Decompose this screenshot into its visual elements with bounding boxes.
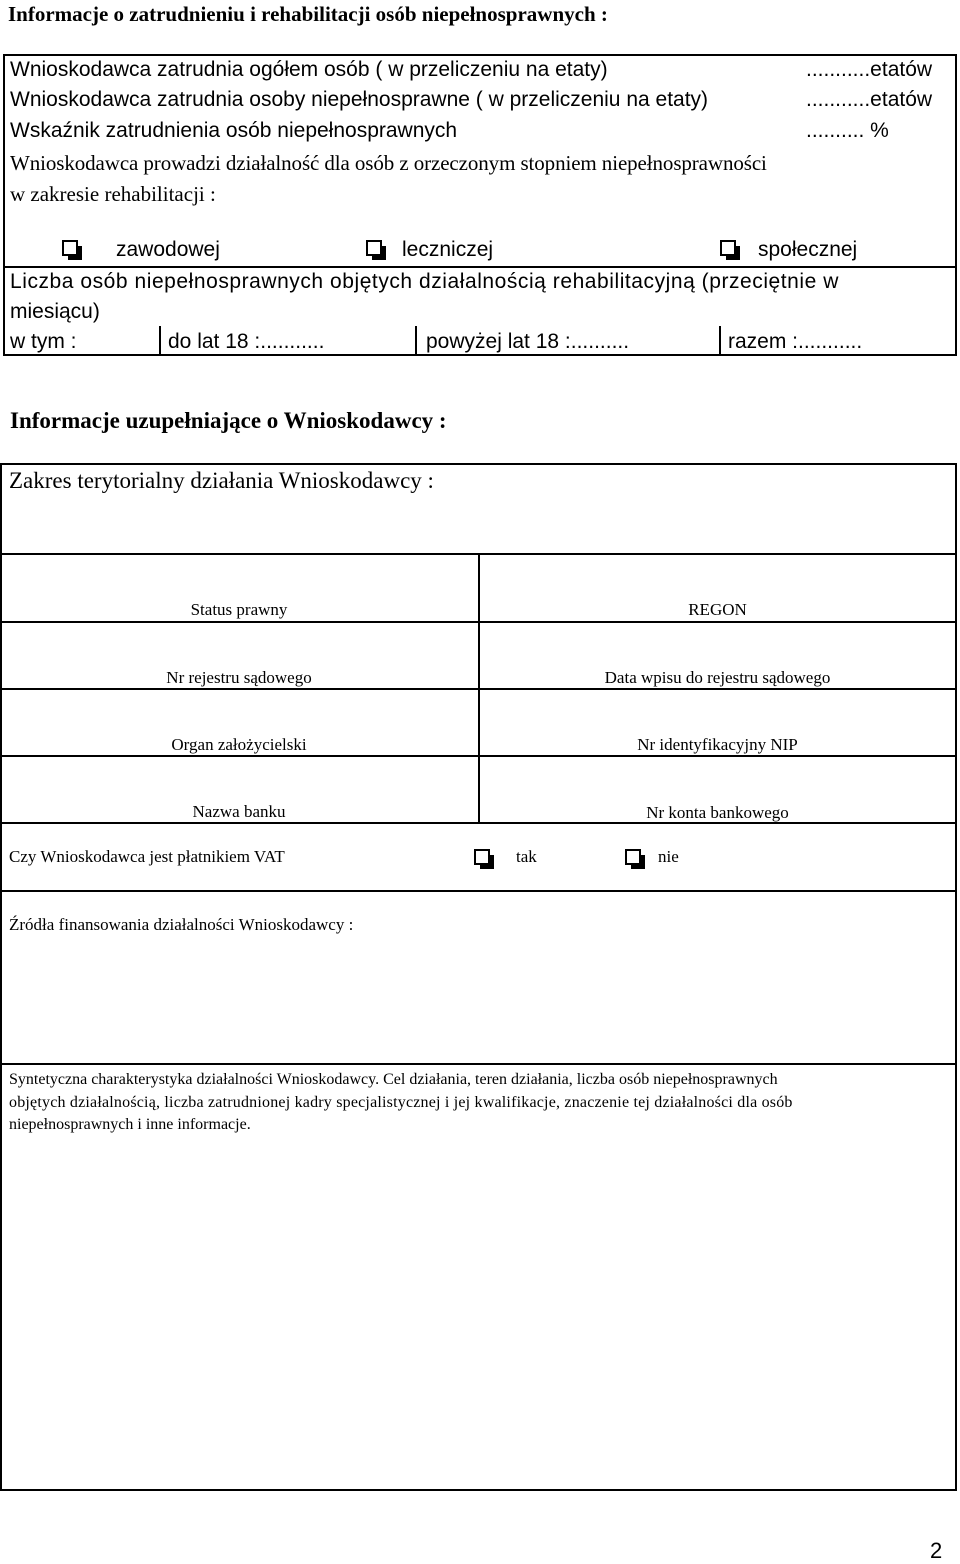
- checkbox-vat-yes[interactable]: [474, 849, 490, 865]
- rehabilitation-question-line1: Wnioskodawca prowadzi działalność dla osób z orzeczonym stopniem niepełnosprawności: [10, 151, 767, 175]
- territorial-scope-label: Zakres terytorialny działania Wnioskodawcy :: [9, 468, 434, 493]
- employment-rate-label: Wskaźnik zatrudnienia osób niepełnosprawnych: [10, 119, 458, 142]
- divider-line: [0, 1063, 957, 1065]
- option-leczniczej-label: leczniczej: [402, 238, 494, 261]
- checkbox-spolecznej[interactable]: [720, 240, 736, 256]
- grid-row-divider: [0, 688, 957, 690]
- founding-body-label: Organ założycielski: [171, 735, 307, 754]
- checkbox-leczniczej[interactable]: [366, 240, 382, 256]
- separator: [719, 326, 721, 354]
- legal-status-label: Status prawny: [190, 600, 288, 619]
- characteristics-line1: Syntetyczna charakterystyka działalności Wnioskodawcy. Cel działania, teren działania, liczba osób niepełnosprawnych: [9, 1071, 778, 1088]
- disabled-employment-label: Wnioskodawca zatrudnia osoby niepełnosprawne ( w przeliczeniu na etaty): [10, 88, 709, 111]
- section-title-supplementary: Informacje uzupełniające o Wnioskodawcy :: [10, 408, 447, 433]
- employment-rate-value[interactable]: .......... %: [806, 119, 889, 142]
- total-field[interactable]: razem :...........: [728, 330, 863, 353]
- count-label-line2: miesiącu): [10, 300, 100, 323]
- option-zawodowej-label: zawodowej: [116, 238, 220, 261]
- grid-row-divider: [0, 755, 957, 757]
- option-spolecznej-label: społecznej: [758, 238, 858, 261]
- grid-row-divider: [0, 621, 957, 623]
- vat-no-label: nie: [658, 847, 679, 866]
- divider-line: [0, 890, 957, 892]
- characteristics-line2: objętych działalnością, liczba zatrudnionej kadry specjalistycznej i jej kwalifikacje, znaczenie tej działalności dla osób: [9, 1094, 793, 1111]
- funding-sources-label: Źródła finansowania działalności Wnioskodawcy :: [9, 915, 354, 934]
- divider-line: [3, 266, 957, 268]
- characteristics-line3: niepełnosprawnych i inne informacje.: [9, 1116, 251, 1133]
- vat-yes-label: tak: [516, 847, 537, 866]
- rehabilitation-question-line2: w zakresie rehabilitacji :: [10, 182, 216, 206]
- w-tym-label: w tym :: [10, 330, 77, 353]
- register-entry-date-label: Data wpisu do rejestru sądowego: [604, 668, 831, 687]
- court-register-number-label: Nr rejestru sądowego: [166, 668, 312, 687]
- under-18-field[interactable]: do lat 18 :...........: [168, 330, 325, 353]
- page-number: 2: [930, 1538, 943, 1563]
- vat-question-label: Czy Wnioskodawca jest płatnikiem VAT: [9, 847, 285, 866]
- disabled-employment-value[interactable]: ...........etatów: [806, 88, 933, 111]
- checkbox-zawodowej[interactable]: [62, 240, 78, 256]
- bank-account-label: Nr konta bankowego: [646, 803, 789, 822]
- separator: [415, 326, 417, 354]
- over-18-field[interactable]: powyżej lat 18 :..........: [426, 330, 630, 353]
- separator: [159, 326, 161, 354]
- total-employment-label: Wnioskodawca zatrudnia ogółem osób ( w przeliczeniu na etaty): [10, 58, 608, 81]
- total-employment-value[interactable]: ...........etatów: [806, 58, 933, 81]
- bank-name-label: Nazwa banku: [192, 802, 286, 821]
- regon-label: REGON: [688, 600, 747, 619]
- count-label-line1: Liczba osób niepełnosprawnych objętych działalnością rehabilitacyjną (przeciętnie w: [10, 270, 839, 293]
- checkbox-vat-no[interactable]: [625, 849, 641, 865]
- nip-label: Nr identyfikacyjny NIP: [637, 735, 798, 754]
- section-title-employment: Informacje o zatrudnieniu i rehabilitacji osób niepełnosprawnych :: [8, 2, 608, 26]
